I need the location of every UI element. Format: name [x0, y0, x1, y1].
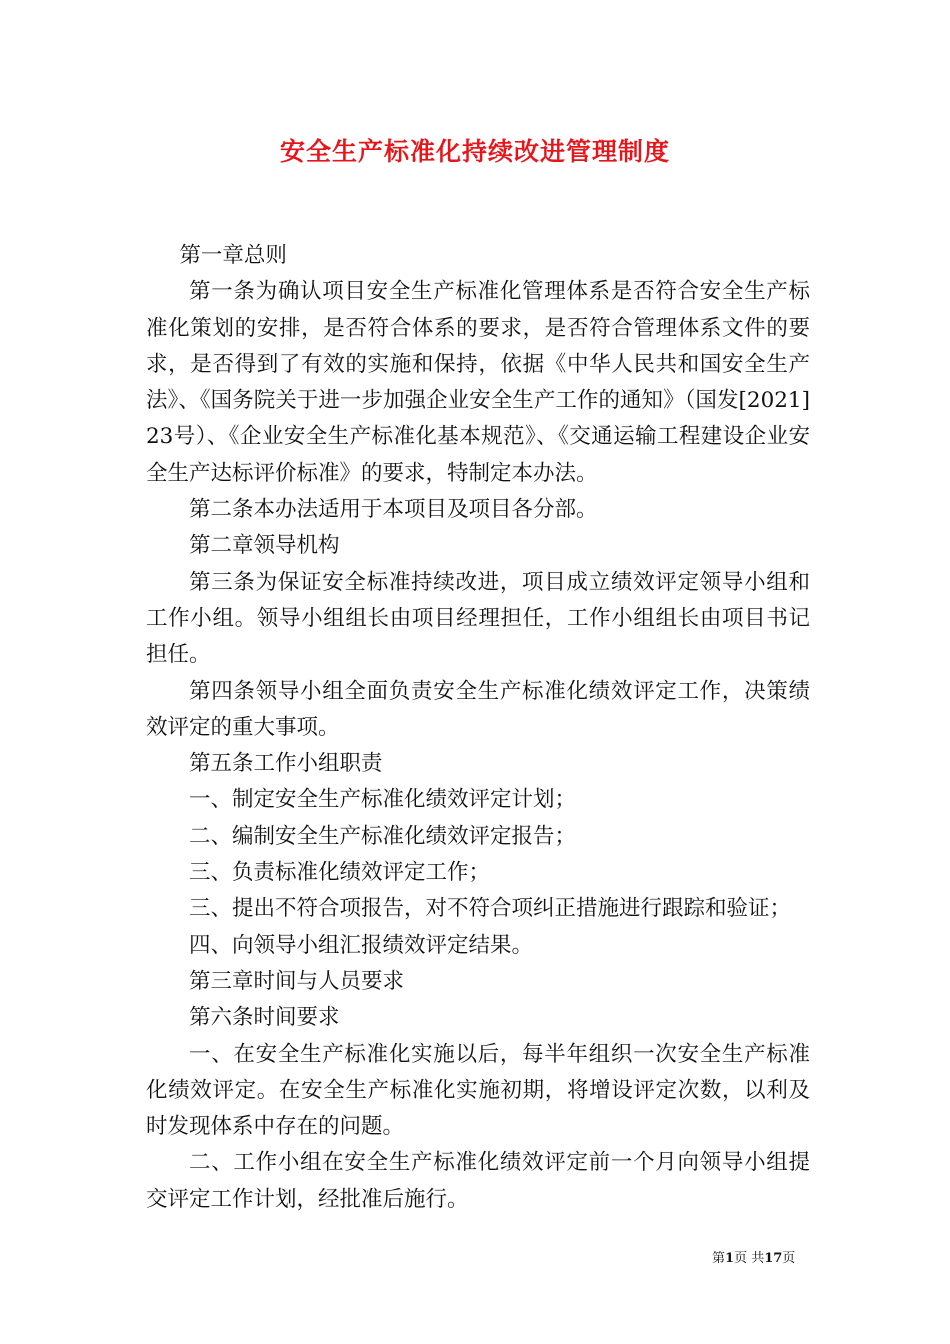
list-item: 三、负责标准化绩效评定工作； [189, 860, 491, 886]
document-title: 安全生产标准化持续改进管理制度 [279, 137, 670, 166]
article-4-paragraph: 第四条领导小组全面负责安全生产标准化绩效评定工作，决策绩效评定的重大事项。 [146, 678, 810, 740]
chapter-3-heading: 第三章时间与人员要求 [189, 968, 405, 994]
footer-middle: 页 共 [734, 1251, 765, 1266]
page-number-footer [712, 1247, 795, 1266]
list-item: 二、编制安全生产标准化绩效评定报告； [189, 823, 577, 849]
article-2-paragraph: 第二条本办法适用于本项目及项目各分部。 [189, 497, 598, 523]
document-body [146, 238, 810, 1218]
article-6-heading: 第六条时间要求 [189, 1005, 340, 1031]
chapter-2-heading: 第二章领导机构 [189, 533, 340, 559]
article-1-paragraph: 第一条为确认项目安全生产标准化管理体系是否符合安全生产标准化策划的安排，是否符合体系的要求，是否符合管理体系文件的要求，是否得到了有效的实施和保持，依据《中华人民共和国安全生产法》、《国务院关于进一步加强企业安全生产工作的通知》（国发[2021]23号）、《企业安全生产标准化基本规范》、《交通运输工程建设企业安全生产达标评价标准》的要求，特制定本办法。 [146, 279, 810, 486]
footer-suffix: 页 [782, 1251, 796, 1266]
list-item: 一、在安全生产标准化实施以后，每半年组织一次安全生产标准化绩效评定。在安全生产标准化实施初期，将增设评定次数，以利及时发现体系中存在的问题。 [146, 1041, 810, 1140]
list-item: 一、制定安全生产标准化绩效评定计划； [189, 787, 577, 813]
list-item: 四、向领导小组汇报绩效评定结果。 [189, 932, 534, 958]
footer-current-page: 1 [725, 1251, 735, 1266]
footer-total-pages: 17 [764, 1251, 783, 1266]
chapter-1-heading: 第一章总则 [179, 243, 287, 268]
list-item: 三、提出不符合项报告，对不符合项纠正措施进行跟踪和验证； [189, 896, 792, 922]
article-5-heading: 第五条工作小组职责 [189, 751, 383, 777]
list-item: 二、工作小组在安全生产标准化绩效评定前一个月向领导小组提交评定工作计划，经批准后施行。 [146, 1150, 810, 1212]
footer-prefix: 第 [712, 1251, 726, 1266]
article-3-paragraph: 第三条为保证安全标准持续改进，项目成立绩效评定领导小组和工作小组。领导小组组长由项目经理担任，工作小组组长由项目书记担任。 [146, 569, 810, 668]
